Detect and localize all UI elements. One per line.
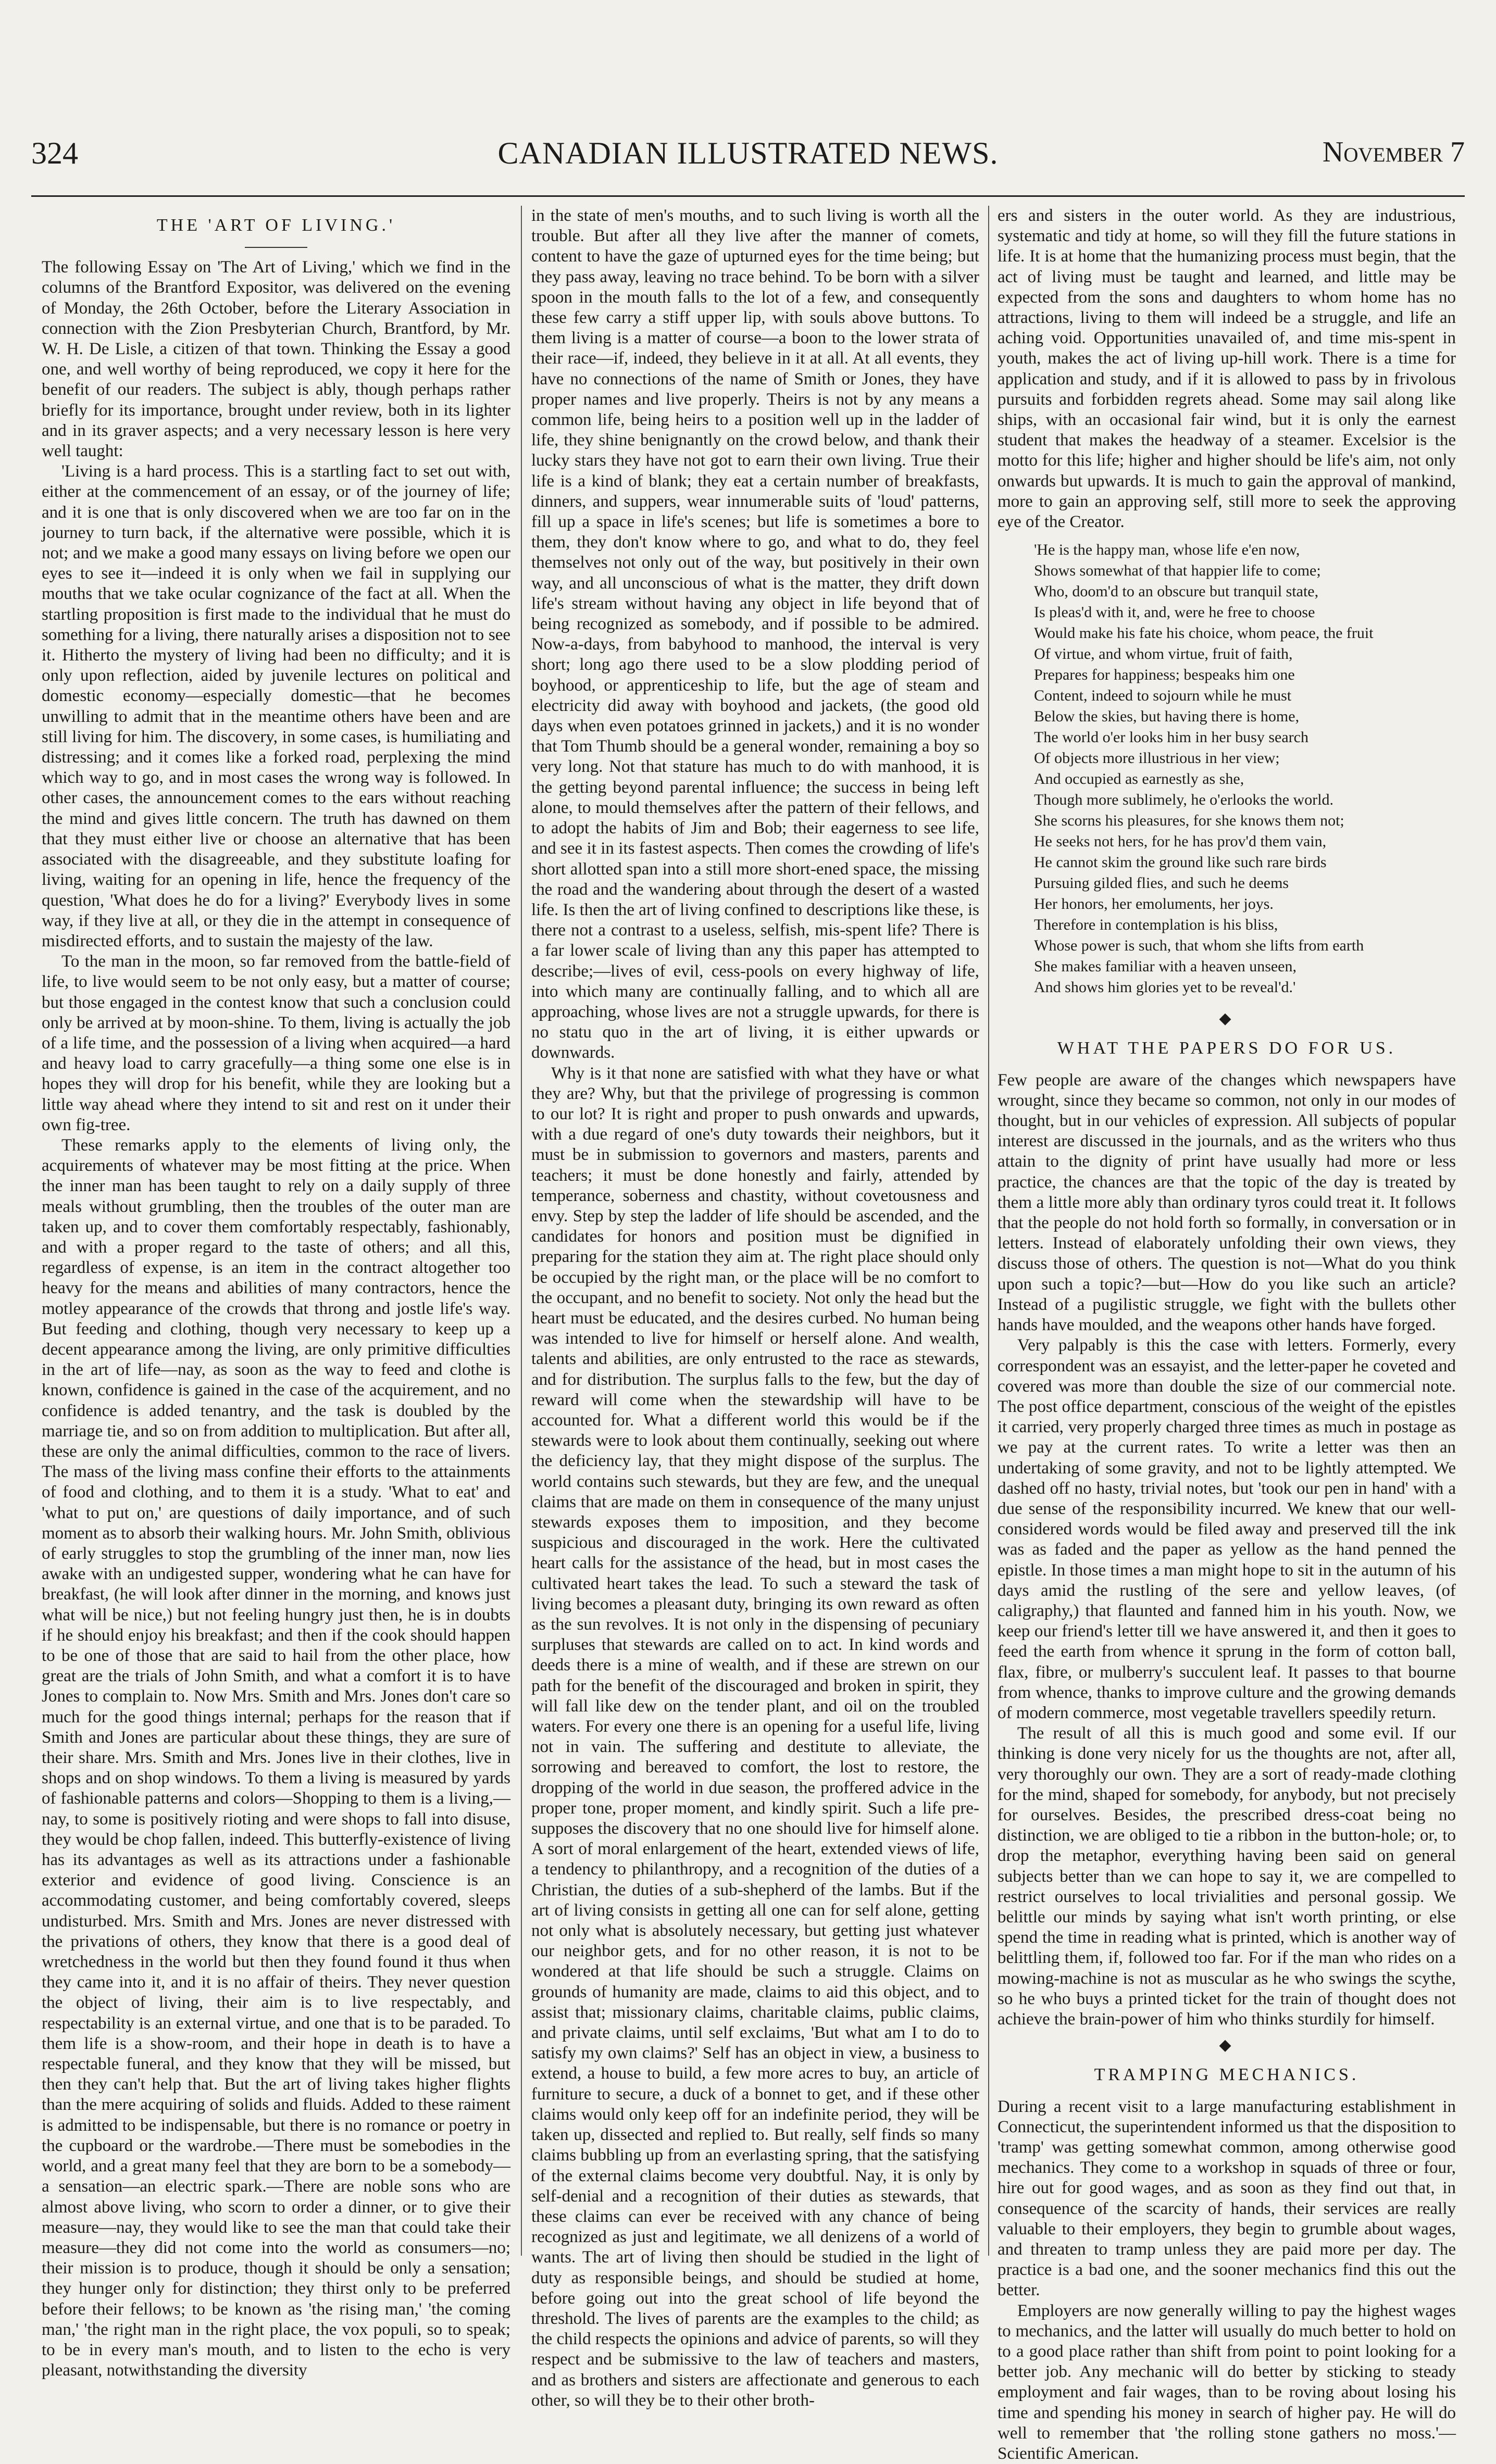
masthead bbox=[31, 125, 1465, 182]
heading-rule bbox=[245, 247, 307, 248]
article-paragraph: The result of all this is much good and some evil. If our thinking is done very nicely for us the thoughts are not, after all, very thoroughly our own. They are a sort of ready-made clothing for the mind, shaped for somebody, for anybody, but not precisely for ourselves. Besides, the prescribed dress-coat being no distinction, we are obliged to tie a ribbon in the button-hole; or, to drop the metaphor, everything having been said on general subjects better than we can hope to say it, we are compelled to restrict ourselves to local trivialities and personal gossip. We belittle our minds by saying what isn't worth printing, or else spend the time in reading what is printed, which is another way of belittling them, if, followed too far. For if the man who rides on a mowing-machine is not as muscular as he who swings the scythe, so he who buys a printed ticket for the train of thought does not achieve the brain-power of him who thinks sturdily for himself. bbox=[998, 1724, 1456, 2029]
page-number: 324 bbox=[31, 136, 78, 170]
column-2 bbox=[531, 206, 979, 2410]
poem-line: 'He is the happy man, whose life e'en now, bbox=[1034, 541, 1300, 559]
poem-line: Who, doom'd to an obscure but tranquil state, bbox=[1034, 583, 1319, 601]
poem-line: Shows somewhat of that happier life to come; bbox=[1034, 562, 1321, 580]
poem-line: Her honors, her emoluments, her joys. bbox=[1034, 895, 1274, 913]
ornament-divider: ◆ bbox=[1219, 1010, 1235, 1028]
poem-line: Of virtue, and whom virtue, fruit of faith, bbox=[1034, 645, 1293, 663]
poem-line: Prepares for happiness; bespeaks him one bbox=[1034, 666, 1295, 684]
poem-line: Though more sublimely, he o'erlooks the world. bbox=[1034, 791, 1334, 809]
poem-line: Therefore in contemplation is his bliss, bbox=[1034, 916, 1278, 934]
poem-line: The world o'er looks him in her busy search bbox=[1034, 729, 1308, 746]
poem-line: He seeks not hers, for he has prov'd them vain, bbox=[1034, 833, 1327, 850]
newspaper-title: CANADIAN ILLUSTRATED NEWS. bbox=[497, 136, 999, 170]
article-paragraph: 'Living is a hard process. This is a startling fact to set out with, either at the commencement of an essay, or of the journey of life; and it is one that is only discovered when we are too far on in the journey to turn back, if the alternative were possible, which it is not; and we make a good many essays on living before we open our eyes to see it—indeed it is only when we fail in supplying our mouths that we take ocular cognizance of the fact at all. When the startling proposition is first made to the individual that he must do something for a living, there naturally arises a disposition not to see it. Hitherto the mystery of living had been no difficulty; and it is only upon reflection, aided by juvenile lectures on political and domestic economy—especially domestic—that he becomes unwilling to admit that in the meantime others have been and are still living for him. The discovery, in some cases, is humiliating and distressing; and it comes like a forked road, perplexing the mind which way to go, and in most cases the wrong way is followed. In other cases, the announcement comes to the ears without reaching the mind and gives little concern. The truth has dawned on them that they must either live or choose an alternative that has been associated with the disagreeable, and they substitute loafing for living, waiting for an opening in life, hence the frequency of the question, 'What does he do for a living?' Everybody lives in some way, if they live at all, or they die in the attempt in consequence of misdirected efforts, and to sustain the majesty of the law. bbox=[42, 462, 510, 950]
article-paragraph: To the man in the moon, so far removed from the battle-field of life, to live would seem to be not only easy, but a matter of course; but those engaged in the contest know that such a conclusion could only be arrived at by moon-shine. To them, living is actually the job of a life time, and the possession of a living when acquired—a hard and heavy load to carry gracefully—a thing some one else is in hopes they will drop for his benefit, while they are looking but a little way ahead where they intend to sit and rest on it under their own fig-tree. bbox=[42, 952, 510, 1134]
poem-line: And occupied as earnestly as she, bbox=[1034, 770, 1244, 788]
column-1 bbox=[42, 206, 510, 2380]
article-heading-papers: WHAT THE PAPERS DO FOR US. bbox=[1057, 1039, 1397, 1058]
article-paragraph: These remarks apply to the elements of living only, the acquirements of whatever may be most fitting at the price. When the inner man has been taught to rely on a daily supply of three meals without grumbling, then the troubles of the outer man are taken up, and to cover them comfortably respectably, fashionably, and with a proper regard to the taste of others; and all this, regardless of expense, is an item in the contract altogether too heavy for the means and abilities of many contractors, hence the motley appearance of the crowds that throng and jostle life's way. But feeding and clothing, though very necessary to keep up a decent appearance among the living, are only primitive difficulties in the art of life—nay, as soon as the way to feed and clothe is known, confidence is gained in the case of the acquirement, and no confidence is added tenantry, and the task is doubled by the marriage tie, and so on from addition to multiplication. But after all, these are only the animal difficulties, common to the race of livers. The mass of the living mass confine their efforts to the attainments of food and clothing, and to them it is a study. 'What to eat' and 'what to put on,' are questions of daily importance, and of such moment as to absorb their walking hours. Mr. John Smith, oblivious of early struggles to stop the grumbling of the inner man, now lies awake with an undigested supper, wondering what he can have for breakfast, (he will look after dinner in the morning, and knows just what will be nice,) but not feeling hungry just then, he is in doubts if he should enjoy his breakfast; and then if the cook should happen to be one of those that are said to hail from the other place, how great are the trials of John Smith, and what a comfort it is to have Jones to complain to. Now Mrs. Smith and Mrs. Jones don't care so much for the good things internal; perhaps for the reason that if Smith and Jones are particular about these things, they are sure of their share. Mrs. Smith and Mrs. Jones live in their clothes, live in shops and on shop windows. To them a living is measured by yards of fashionable patterns and colors—Shopping to them is a living,—nay, to some is positively rioting and were shops to fall into disuse, they would be chop fallen, indeed. This butterfly-existence of living has its advantages as well as its attractions under a fashionable exterior and evidence of good living. Conscience is an accommodating customer, and being comfortably covered, sleeps undisturbed. Mrs. Smith and Mrs. Jones are never distressed with the privations of others, they know that there is a good deal of wretchedness in the world but then they found found it thus when they came into it, and it is no affair of theirs. They never question the object of living, their aim is to live respectably, and respectability is an external virtue, and one that is to be paraded. To them life is a show-room, and their hope in death is to have a respectable funeral, and they know that they will be missed, but then they can't help that. But the art of living takes higher flights than the mere acquiring of solids and fluids. Added to these raiment is admitted to be indispensable, but there is no romance or poetry in the cupboard or the wardrobe.—There must be somebodies in the world, and a great many feel that they are born to be a somebody—a sensation—an electric spark.—There are noble sons who are almost above living, who scorn to order a dinner, or to give their measure—nay, they would like to see the man that could take their measure—they did not come into the world as consumers—no; their mission is to produce, though it should be only a sensation; they hunger only for distinction; they thirst only to be preferred before their fellows; to be known as 'the rising man,' 'the coming man,' 'the right man in the right place, the vox populi, so to speak; to be in every man's mouth, and to listen to the echo is very pleasant, notwithstanding the diversity bbox=[42, 1135, 510, 2380]
article-paragraph: The following Essay on 'The Art of Living,' which we find in the columns of the Brantford Expositor, was delivered on the evening of Monday, the 26th October, before the Literary Association in connection with the Zion Presbyterian Church, Brantford, by Mr. W. H. De Lisle, a citizen of that town. Thinking the Essay a good one, and well worthy of being reproduced, we copy it here for the benefit of our readers. The subject is ably, though perhaps rather briefly for its importance, brought under review, both in its lighter and in its graver aspects; and a very necessary lesson is here very well taught: bbox=[42, 258, 510, 461]
article-paragraph: During a recent visit to a large manufacturing establishment in Connecticut, the superintendent informed us that the disposition to 'tramp' was getting somewhat common, among otherwise good mechanics. They come to a workshop in squads of three or four, hire out for good wages, and as soon as they find out that, in consequence of the scarcity of hands, their services are really valuable to their employers, they begin to grumble about wages, and threaten to tramp unless they are paid more per day. The practice is a bad one, and the sooner mechanics find this out the better. bbox=[998, 2097, 1456, 2300]
poem-line: She scorns his pleasures, for she knows them not; bbox=[1034, 812, 1344, 830]
issue-date: November 7 bbox=[1322, 136, 1465, 168]
poem-line: Is pleas'd with it, and, were he free to choose bbox=[1034, 604, 1315, 621]
poem bbox=[1034, 540, 1456, 998]
article-paragraph: in the state of men's mouths, and to such living is worth all the trouble. But after all they live after the manner of comets, content to have the gaze of upturned eyes for the time being; but they pass away, leaving no trace behind. To be born with a silver spoon in the mouth falls to the lot of a few, and consequently these few carry a stiff upper lip, with souls above buttons. To them living is a matter of course—a boon to the lower strata of their race—if, indeed, they believe in it at all. At all events, they have no connections of the name of Smith or Jones, they have proper names and live properly. Theirs is not by any means a common life, being heirs to a position well up in the ladder of life, they shine benignantly on the crowd below, and thank their lucky stars they have not got to earn their own living. True their life is a kind of blank; they eat a certain number of breakfasts, dinners, and suppers, wear innumerable suits of 'loud' patterns, fill up a space in life's scenes; but life is sometimes a bore to them, they don't know where to go, and what to do, they feel themselves not only out of the way, but positively in their own way, and all unconscious of what is the matter, they drift down life's stream without having any object in life beyond that of being recognized as somebody, and if possible to be admired. Now-a-days, from babyhood to manhood, the interval is very short; long ago there used to be a slow plodding period of boyhood, or apprenticeship to life, but the age of steam and electricity did away with boyhood and jackets, (the good old days when even potatoes grinned in jackets,) and it is no wonder that Tom Thumb should be a general wonder, remaining a boy so very long. Not that stature has much to do with manhood, it is the getting beyond parental influence; the success in being left alone, to mould themselves after the pattern of their fellows, and to adopt the habits of Jim and Bob; their eagerness to see life, and see it in its fastest aspects. Then comes the crowding of life's short allotted span into a still more short-ened space, the missing the road and the wandering about through the desert of a wasted life. Is then the art of living confined to descriptions like these, is there not a contrast to a useless, selfish, mis-spent life? There is a far lower scale of living than any this paper has attempted to describe;—lives of evil, cess-pools on every highway of life, into which many are continually falling, and to which all are approaching, whose lives are not a struggle upwards, for there is no statu quo in the art of living, it is either upwards or downwards. bbox=[531, 206, 979, 1062]
poem-line: He cannot skim the ground like such rare birds bbox=[1034, 854, 1327, 871]
article-paragraph: Employers are now generally willing to pay the highest wages to mechanics, and the latter will usually do much better to hold on to a good place rather than shift from point to point looking for a better job. Any mechanic will do better by sticking to steady employment and fair wages, than to be roving about losing his time and spending his money in search of higher pay. He will do well to remember that 'the rolling stone gathers no moss.'—Scientific American. bbox=[998, 2301, 1456, 2463]
column-divider bbox=[988, 206, 989, 2256]
article-paragraph: ers and sisters in the outer world. As they are industrious, systematic and tidy at home, so will they fill the future stations in life. It is at home that the humanizing process must begin, that the act of living must be taught and learned, and little may be expected from the sons and daughters to whom home has no attractions, living to them will indeed be a struggle, and life an aching void. Opportunities unavailed of, and time mis-spent in youth, makes the act of living up-hill work. There is a time for application and study, and if it is allowed to pass by in frivolous pursuits and forbidden regrets ahead. Some may sail along like ships, with an occasional fair wind, but it is only the earnest student that makes the headway of a steamer. Excelsior is the motto for this life; higher and higher should be life's aim, not only onwards but upwards. It is much to gain the approval of mankind, more to gain an approving self, still more to seek the approving eye of the Creator. bbox=[998, 206, 1456, 532]
poem-line: Content, indeed to sojourn while he must bbox=[1034, 687, 1292, 705]
article-paragraph: Few people are aware of the changes which newspapers have wrought, since they became so common, not only in our modes of thought, but in our vehicles of expression. All subjects of popular interest are discussed in the journals, and as the writers who thus attain to the dignity of print have usually had more or less practice, the chances are that the topic of the day is treated by them a little more ably than ordinary tyros could treat it. It follows that the people do not hold forth so formally, in conversation or in letters. Instead of elaborately unfolding their own views, they discuss those of others. The question is not—What do you think upon such a topic?—but—How do you like such an article? Instead of a pugilistic struggle, we fight with the bullets other hands have moulded, and the weapons other hands have forged. bbox=[998, 1070, 1456, 1335]
article-paragraph: Very palpably is this the case with letters. Formerly, every correspondent was an essayist, and the letter-paper he coveted and covered was more than double the size of our commercial note. The post office department, conscious of the weight of the epistles it carried, very properly charged three times as much in postage as we pay at the current rates. To write a letter was then an undertaking of some gravity, and not to be lightly attempted. We dashed off no hasty, trivial notes, but 'took our pen in hand' with a due sense of the responsibility incurred. We knew that our well-considered words would be filed away and preserved till the ink was as faded and the paper as yellow as the hand penned the epistle. In those times a man might hope to sit in the autumn of his days amid the rustling of the sere and yellow leaves, (of caligraphy,) that flaunted and fanned him in his youth. Now, we keep our friend's letter till we have answered it, and then it goes to feed the earth from whence it sprung in the form of cotton ball, flax, fibre, or mulberry's succulent leaf. It passes to that bourne from whence, thanks to improve culture and the growing demands of modern commerce, most vegetable travellers speedily return. bbox=[998, 1336, 1456, 1722]
article-heading-tramping: TRAMPING MECHANICS. bbox=[1094, 2065, 1360, 2085]
article-paragraph: Why is it that none are satisfied with what they have or what they are? Why, but that the privilege of progressing is common to our lot? It is right and proper to push onwards and upwards, with a due regard of one's duty towards their neighbors, but it must be in submission to governors and masters, parents and teachers; it must be done honestly and fairly, attended by temperance, soberness and chastity, without covetousness and envy. Step by step the ladder of life should be ascended, and the candidates for honors and position must be dignified in preparing for the station they aim at. The right place should only be occupied by the right man, or the place will be no comfort to the occupant, and no benefit to society. Not only the head but the heart must be educated, and the desires curbed. No human being was intended to live for himself or herself alone. And wealth, talents and abilities, are only entrusted to the race as stewards, and for distribution. The surplus falls to the few, but the day of reward will come when the stewardship will have to be accounted for. What a different world this would be if the stewards were to look about them continually, seeking out where the deficiency lay, that they might dispose of the surplus. The world contains such stewards, but they are few, and the unequal claims that are made on them in consequence of the many unjust stewards exposes them to imposition, and they become suspicious and discouraged in the work. Here the cultivated heart calls for the assistance of the head, but in most cases the cultivated heart takes the lead. To such a steward the task of living becomes a pleasant duty, bringing its own reward as often as the sun revolves. It is not only in the dispensing of pecuniary surpluses that stewards are called on to act. In kind words and deeds there is a mine of wealth, and if these are strewn on our path for the benefit of the discouraged and broken in spirit, they will fall like dew on the tender plant, and oil on the troubled waters. For every one there is an opening for a useful life, living not in vain. The suffering and destitute to alleviate, the sorrowing and bereaved to comfort, the lost to restore, the dropping of the world in due season, the proffered advice in the proper tone, proper moment, and kindly spirit. Such a life pre-supposes the discovery that no one should live for himself alone. A sort of moral enlargement of the heart, extended views of life, a tendency to philanthropy, and a recognition of the duties of a Christian, the duties of a sub-shepherd of the lambs. But if the art of living consists in getting all one can for self alone, getting not only what is absolutely necessary, but getting just whatever our neighbor gets, and for no other reason, it is not to be wondered at that life should be such a struggle. Claims on grounds of humanity are made, claims to aid this object, and to assist that; missionary claims, charitable claims, public claims, and private claims, until self exclaims, 'But what am I to do to satisfy my own claims?' Self has an object in view, a business to extend, a house to build, a few more acres to buy, an article of furniture to secure, a duck of a bonnet to get, and if these other claims would only keep off for an indefinite period, they will be taken up, dissected and replied to. But really, self finds so many claims bubbling up from an everlasting spring, that the satisfying of the external claims become very doubtful. Nay, it is only by self-denial and a recognition of their duties as stewards, that these claims can ever be received with any chance of being recognized as just and legitimate, we all denizens of a world of wants. The art of living then should be studied in the light of duty as responsible beings, and should be studied at home, before going out into the great school of life beyond the threshold. The lives of parents are the examples to the child; as the child respects the opinions and advice of parents, so will they respect and be submissive to the law of teachers and masters, and as brothers and sisters are affectionate and generous to each other, so will they be to their other broth- bbox=[531, 1064, 979, 2410]
poem-line: Of objects more illustrious in her view; bbox=[1034, 749, 1280, 767]
poem-line: Whose power is such, that whom she lifts from earth bbox=[1034, 937, 1364, 955]
ornament-divider: ◆ bbox=[1219, 2036, 1235, 2054]
poem-line: And shows him glories yet to be reveal'd.' bbox=[1034, 979, 1296, 996]
poem-line: Pursuing gilded flies, and such he deems bbox=[1034, 874, 1289, 892]
masthead-rule bbox=[31, 195, 1465, 197]
poem-line: Would make his fate his choice, whom peace, the fruit bbox=[1034, 624, 1374, 642]
poem-line: Below the skies, but having there is home, bbox=[1034, 708, 1300, 726]
column-3 bbox=[998, 206, 1456, 2463]
column-divider bbox=[521, 206, 522, 2256]
poem-line: She makes familiar with a heaven unseen, bbox=[1034, 958, 1296, 975]
article-heading-art-of-living: THE 'ART OF LIVING.' bbox=[156, 216, 396, 235]
